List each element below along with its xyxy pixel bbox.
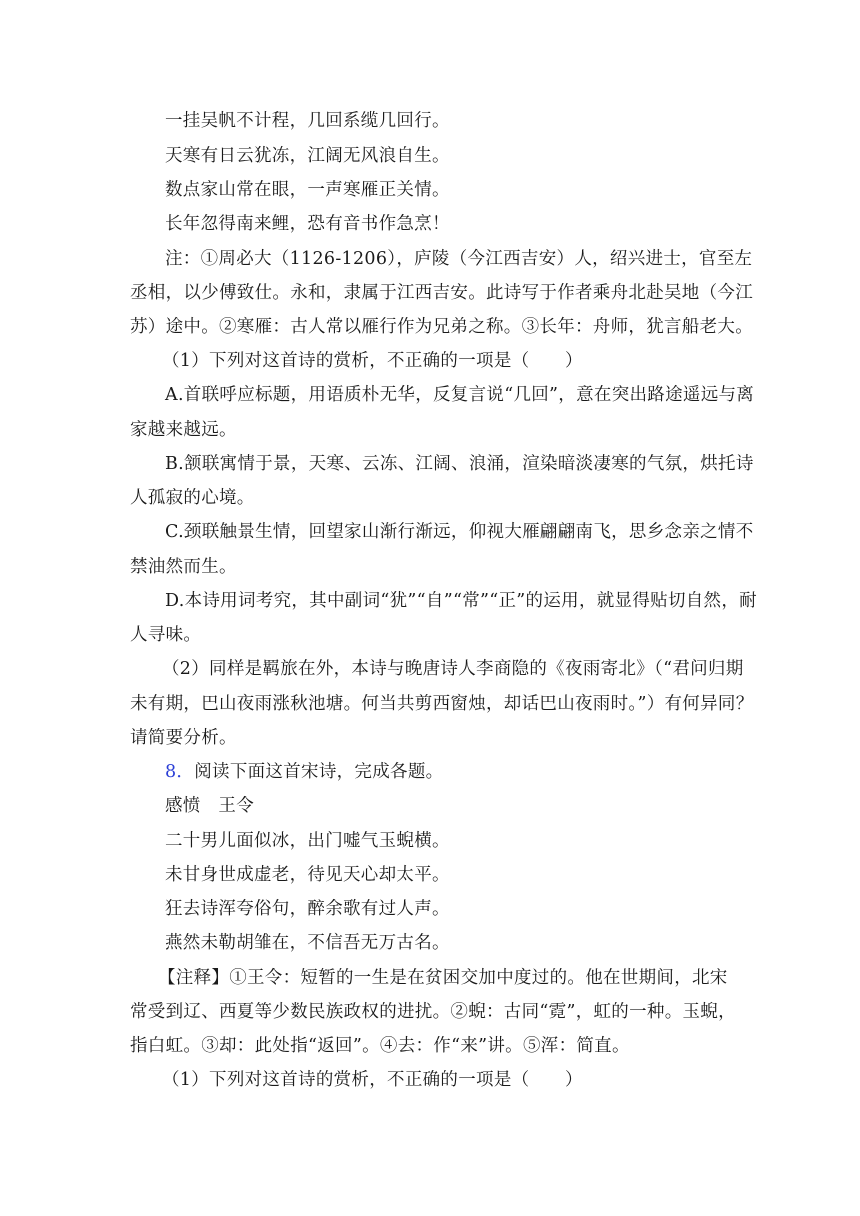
- question-stem: （1）下列对这首诗的赏析，不正确的一项是（ ）: [162, 351, 583, 371]
- option-a: A.首联呼应标题，用语质朴无华，反复言说“几回”，意在突出路途遥远与离: [165, 385, 755, 405]
- note-text: 常受到辽、西夏等少数民族政权的进扰。②蜺：古同“霓”，虹的一种。玉蜺，: [130, 1002, 736, 1022]
- option-a-cont: 家越来越远。: [130, 420, 237, 440]
- note-text: 注：①周必大（1126-1206），庐陵（今江西吉安）人，绍兴进士，官至左: [165, 249, 753, 269]
- question-2-cont: 请简要分析。: [130, 728, 237, 748]
- option-c-cont: 禁油然而生。: [130, 557, 237, 577]
- poem-title: 感愤 王令: [165, 796, 254, 816]
- option-b-cont: 人孤寂的心境。: [130, 488, 255, 508]
- poem-line: 燕然未勒胡雏在，不信吾无万古名。: [165, 933, 450, 953]
- option-c: C.颈联触景生情，回望家山渐行渐远，仰视大雁翩翩南飞，思乡念亲之情不: [165, 522, 754, 542]
- question-2-cont: 未有期，巴山夜雨涨秋池塘。何当共剪西窗烛，却话巴山夜雨时。”）有何异同？: [130, 694, 754, 714]
- option-d-cont: 人寻味。: [130, 625, 202, 645]
- poem-line: 狂去诗浑夸俗句，醉余歌有过人声。: [165, 899, 450, 919]
- option-b: B.颔联寓情于景，天寒、云冻、江阔、浪涌，渲染暗淡凄寒的气氛，烘托诗: [165, 454, 754, 474]
- note-text: 【注释】①王令：短暂的一生是在贫困交加中度过的。他在世期间，北宋: [158, 968, 728, 988]
- note-text: 苏）途中。②寒雁：古人常以雁行作为兄弟之称。③长年：舟师，犹言船老大。: [130, 317, 753, 337]
- note-text: 丞相，以少傅致仕。永和，隶属于江西吉安。此诗写于作者乘舟北赴吴地（今江: [130, 283, 753, 303]
- poem-line: 天寒有日云犹冻，江阔无风浪自生。: [165, 146, 450, 166]
- poem-line: 长年忽得南来鲤，恐有音书作急烹！: [165, 214, 450, 234]
- question-8-heading: [165, 761, 443, 783]
- note-text: 指白虹。③却：此处指“返回”。④去：作“来”讲。⑤浑：简直。: [130, 1036, 630, 1056]
- poem-line: 一挂吴帆不计程，几回系缆几回行。: [165, 111, 450, 131]
- option-d: D.本诗用词考究，其中副词“犹”“自”“常”“正”的运用，就显得贴切自然，耐: [165, 591, 757, 611]
- poem-line: 未甘身世成虚老，待见天心却太平。: [165, 865, 450, 885]
- poem-line: 二十男儿面似冰，出门嘘气玉蜺横。: [165, 831, 450, 851]
- question-stem: （1）下列对这首诗的赏析，不正确的一项是（ ）: [162, 1070, 583, 1090]
- question-number: 8．: [165, 762, 195, 782]
- poem-line: 数点家山常在眼，一声寒雁正关情。: [165, 180, 450, 200]
- question-prompt: 阅读下面这首宋诗，完成各题。: [194, 762, 444, 782]
- question-2: （2）同样是羁旅在外，本诗与晚唐诗人李商隐的《夜雨寄北》（“君问归期: [162, 659, 744, 679]
